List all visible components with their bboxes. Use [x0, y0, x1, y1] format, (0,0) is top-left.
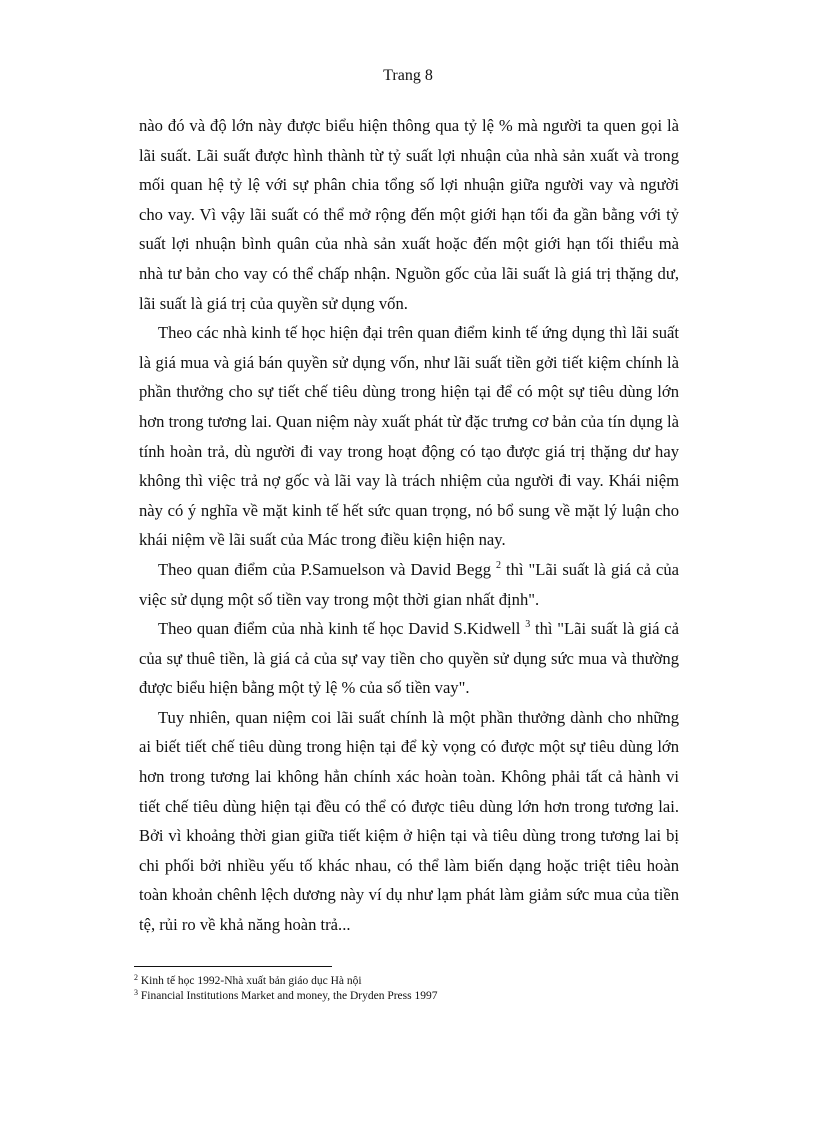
paragraph-text: Theo quan điểm của P.Samuelson và David Begg [158, 559, 496, 579]
page-header: Trang 8 [383, 67, 433, 84]
paragraph: Theo các nhà kinh tế học hiện đại trên quan điểm kinh tế ứng dụng thì lãi suất là giá mua và giá bán quyền sử dụng vốn, như lãi suất tiền gởi tiết kiệm chính là phần thưởng cho sự tiết chế tiêu dùng trong hiện tại để có một sự tiêu dùng lớn hơn trong tương lai. Quan niệm này xuất phát từ đặc trưng cơ bản của tín dụng là tính hoàn trả, dù người đi vay trong hoạt động có tạo được giá trị thặng dư hay không thì việc trả nợ gốc và lãi vay là trách nhiệm của người đi vay. Khái niệm này có ý nghĩa về mặt kinh tế hết sức quan trọng, nó bổ sung về mặt lý luận cho khái niệm về lãi suất của Mác trong điều kiện hiện nay. [139, 323, 679, 550]
footnote-divider [134, 966, 332, 967]
paragraph [139, 614, 679, 703]
body-text [139, 111, 679, 940]
footnote [134, 989, 694, 1004]
footnote-number: 3 [134, 988, 138, 997]
footnote-text: Financial Institutions Market and money, the Dryden Press 1997 [140, 990, 438, 1002]
paragraph [139, 555, 679, 614]
paragraph: Tuy nhiên, quan niệm coi lãi suất chính là một phần thưởng dành cho những ai biết tiết chế tiêu dùng trong hiện tại để kỳ vọng có được một sự tiêu dùng lớn hơn trong tương lai không hẳn chính xác hoàn toàn. Không phải tất cả hành vi tiết chế tiêu dùng hiện tại đều có thể có được tiêu dùng lớn hơn trong tương lai. Bởi vì khoảng thời gian giữa tiết kiệm ở hiện tại và tiêu dùng trong tương lai bị chi phối bởi nhiều yếu tố khác nhau, có thể làm biến dạng hoặc triệt tiêu hoàn toàn khoản chênh lệch dương này ví dụ như lạm phát làm giảm sức mua của tiền tệ, rủi ro về khả năng hoàn trả... [139, 707, 679, 935]
footnote-reference: 2 [496, 559, 501, 571]
paragraph-text: thì "Lãi suất là giá cả của sự thuê tiền, là giá cả của sự vay tiền cho quyền sử dụng sức mua và thường được biểu hiện bằng một tỷ lệ % của số tiền vay". [139, 619, 679, 698]
footnote-text: Kinh tế học 1992-Nhà xuất bản giáo dục Hà nội [140, 975, 362, 987]
footnote-number: 2 [134, 973, 138, 982]
footnote-reference: 3 [525, 619, 531, 631]
footnote [134, 974, 694, 989]
paragraph: nào đó và độ lớn này được biểu hiện thông qua tỷ lệ % mà người ta quen gọi là lãi suất. Lãi suất được hình thành từ tỷ suất lợi nhuận của nhà sản xuất và trong mối quan hệ tỷ lệ với sự phân chia tổng số lợi nhuận giữa người vay và người cho vay. Vì vậy lãi suất có thể mở rộng đến một giới hạn tối đa gần bằng với tỷ suất lợi nhuận bình quân của nhà sản xuất hoặc đến một giới hạn tối thiểu mà nhà tư bản cho vay có thể chấp nhận. Nguồn gốc của lãi suất là giá trị thặng dư, lãi suất là giá trị của quyền sử dụng vốn. [139, 116, 679, 313]
footnotes [134, 974, 694, 1004]
paragraph-text: thì "Lãi suất là giá cả của việc sử dụng một số tiền vay trong một thời gian nhất định". [139, 559, 679, 609]
paragraph-text: Theo quan điểm của nhà kinh tế học David S.Kidwell [158, 619, 526, 639]
